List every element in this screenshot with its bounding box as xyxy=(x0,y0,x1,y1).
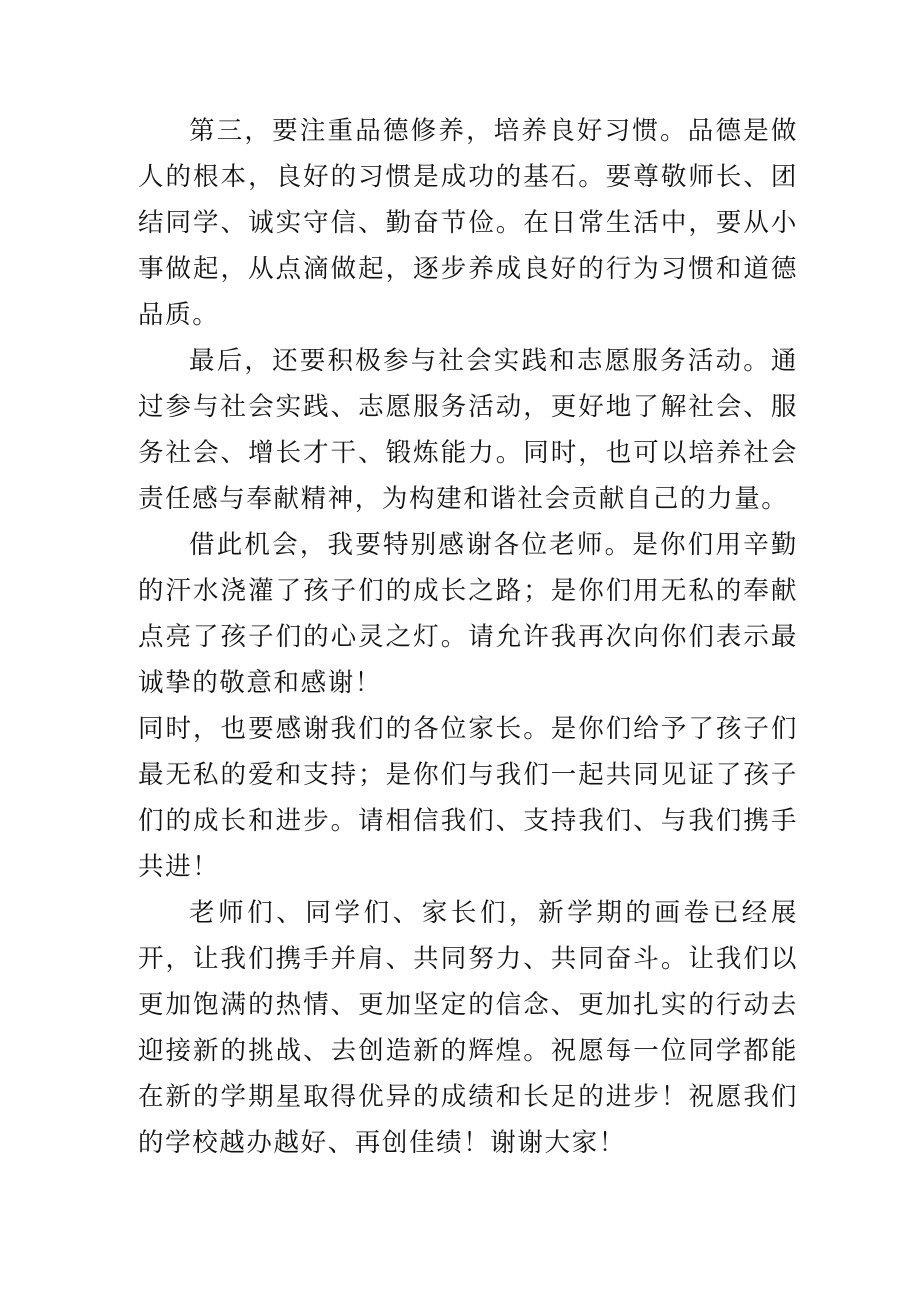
paragraph-thanks-parents: 同时，也要感谢我们的各位家长。是你们给予了孩子们最无私的爱和支持；是你们与我们一起共同见证了孩子们的成长和进步。请相信我们、支持我们、与我们携手共进！ xyxy=(138,714,798,882)
paragraph-character-habits: 第三，要注重品德修养，培养良好习惯。品德是做人的根本，良好的习惯是成功的基石。要尊敬师长、团结同学、诚实守信、勤奋节俭。在日常生活中，要从小事做起，从点滴做起，逐步养成良好的行为习惯和道德品质。 xyxy=(138,116,798,330)
paragraph-closing-wishes: 老师们、同学们、家长们，新学期的画卷已经展开，让我们携手并肩、共同努力、共同奋斗。让我们以更加饱满的热情、更加坚定的信念、更加扎实的行动去迎接新的挑战、去创造新的辉煌。祝愿每一位同学都能在新的学期星取得优异的成绩和长足的进步！祝愿我们的学校越办越好、再创佳绩！谢谢大家！ xyxy=(138,898,798,1158)
document-body xyxy=(138,108,798,1166)
paragraph-thanks-teachers: 借此机会，我要特别感谢各位老师。是你们用辛勤的汗水浇灌了孩子们的成长之路；是你们用无私的奉献点亮了孩子们的心灵之灯。请允许我再次向你们表示最诚挚的敬意和感谢！ xyxy=(138,530,798,698)
paragraph-social-practice: 最后，还要积极参与社会实践和志愿服务活动。通过参与社会实践、志愿服务活动，更好地了解社会、服务社会、增长才干、锻炼能力。同时，也可以培养社会责任感与奉献精神，为构建和谐社会贡献自己的力量。 xyxy=(138,346,798,514)
